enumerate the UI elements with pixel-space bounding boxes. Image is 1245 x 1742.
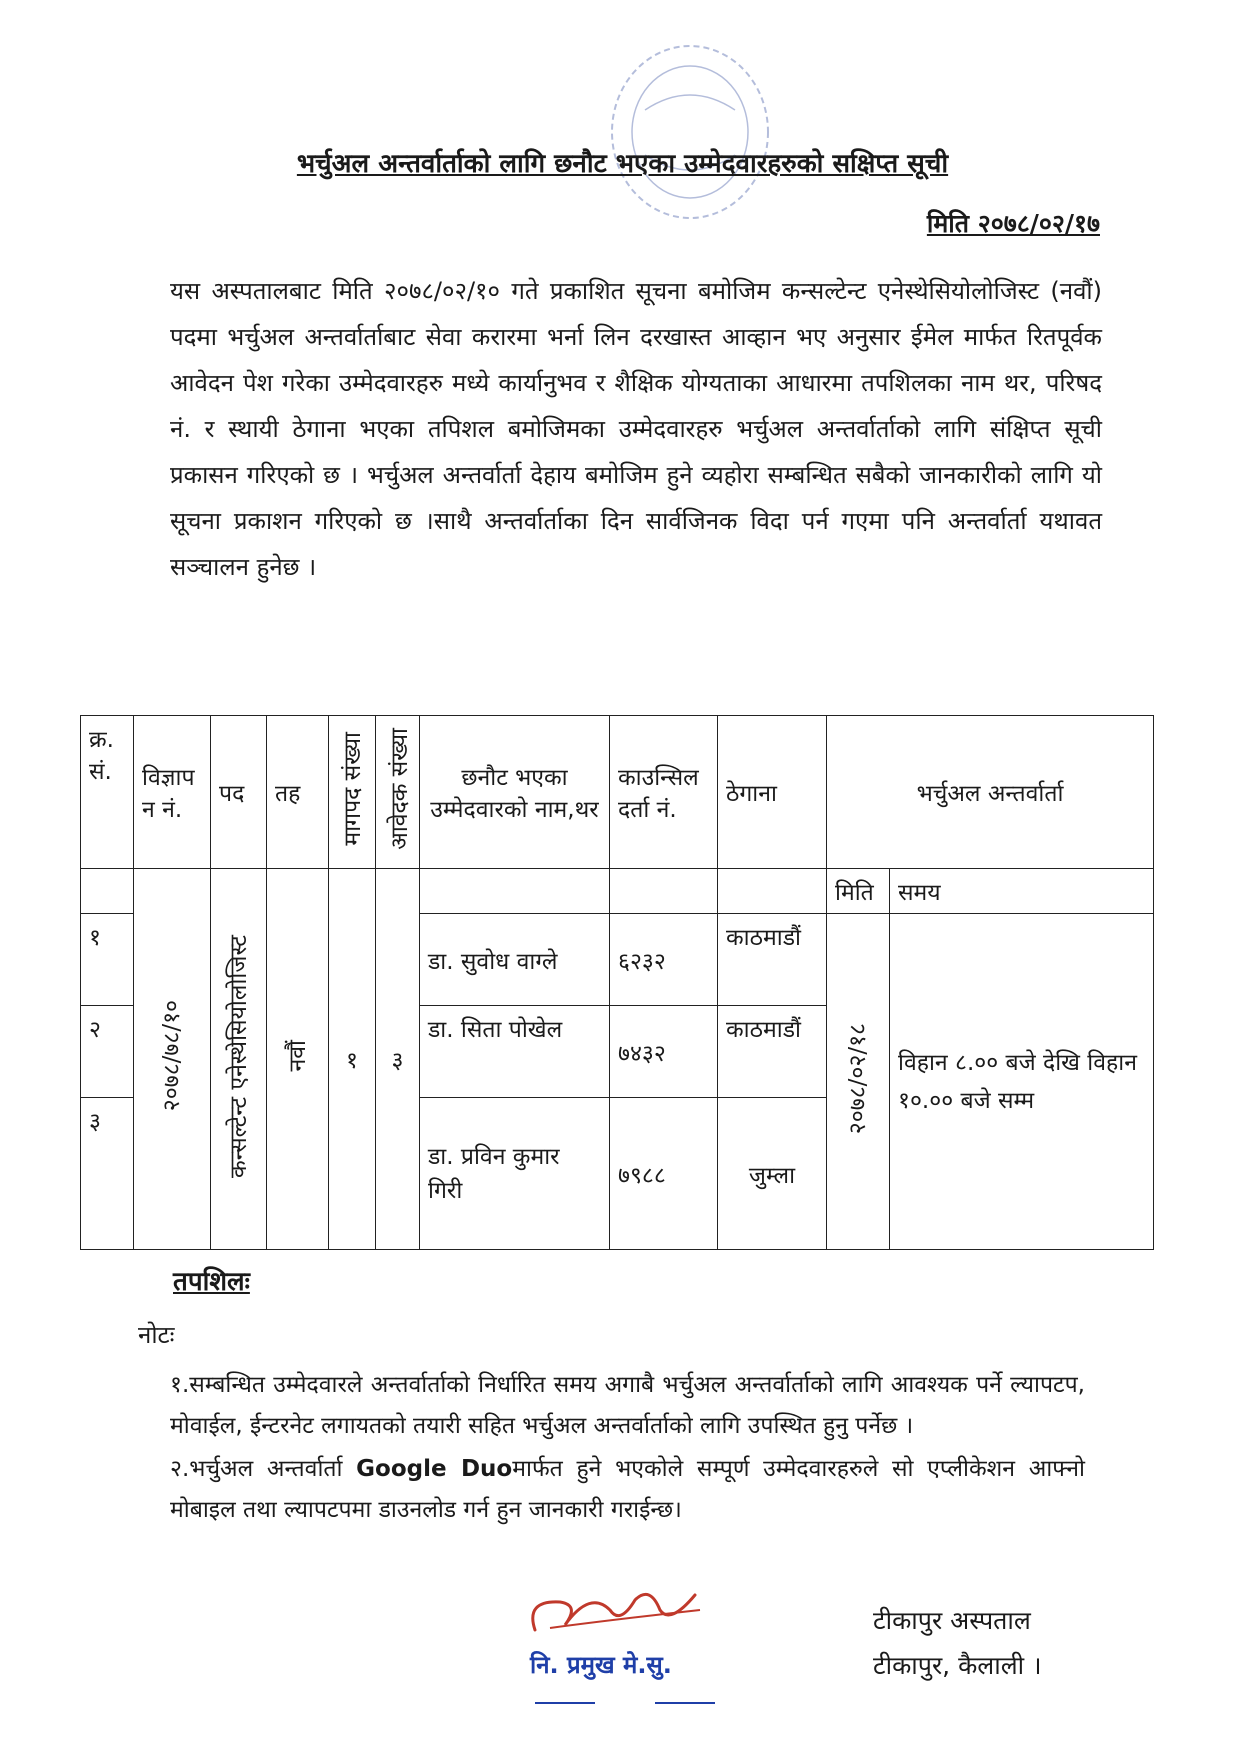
cell-demand: १: [329, 869, 376, 1250]
cell-post: कन्सल्टेन्ट एनेस्थेसियोलोजिस्ट: [225, 934, 252, 1178]
note-1: १.सम्बन्धित उम्मेदवारले अन्तर्वार्ताको निर्धारित समय अगाबै भर्चुअल अन्तर्वार्ताको लागि आवश्यक पर्ने ल्यापटप, मोवाईल, ईन्टरनेट लगायतको तयारी सहित भर्चुअल अन्तर्वार्ताको लागि उपस्थित हुनु पर्नेछ ।: [170, 1372, 1085, 1439]
details-heading: तपशिलः: [173, 1267, 250, 1297]
cell-applicants: ३: [376, 869, 420, 1250]
notice-date: मिति २०७८/०२/१७: [926, 209, 1100, 238]
row-name: डा. सिता पोखेल: [420, 1006, 610, 1098]
header-virtual-interview: भर्चुअल अन्तर्वार्ता: [827, 716, 1154, 869]
cell-ad-no: २०७८/७८/१०: [159, 1000, 185, 1112]
handwritten-signature: [520, 1580, 720, 1640]
row-council-no: ७९८८: [610, 1098, 718, 1250]
header-time: समय: [890, 869, 1154, 914]
header-address: ठेगाना: [718, 716, 827, 869]
notice-title: भर्चुअल अन्तर्वार्ताको लागि छनौट भएका उम्मेदवारहरुको सक्षिप्त सूची: [296, 149, 949, 179]
cell-interview-time: विहान ८.०० बजे देखि विहान १०.०० बजे सम्म: [890, 914, 1154, 1250]
shortlist-table: [80, 715, 1154, 1250]
row-address: जुम्ला: [718, 1098, 827, 1250]
row-council-no: ६२३२: [610, 914, 718, 1006]
notice-intro: यस अस्पतालबाट मिति २०७८/०२/१० गते प्रकाशित सूचना बमोजिम कन्सल्टेन्ट एनेस्थेसियोलोजिस्ट (नवौं) पदमा भर्चुअल अन्तर्वार्ताबाट सेवा करारमा भर्ना लिन दरखास्त आव्हान भए अनुसार ईमेल मार्फत रितपूर्वक आवेदन पेश गरेका उम्मेदवारहरु मध्ये कार्यानुभव र शैक्षिक योग्यताका आधारमा तपशिलका नाम थर, परिषद नं. र स्थायी ठेगाना भएका तपिशल बमोजिमका उम्मेदवारहरु भर्चुअल अन्तर्वार्ताको लागि संक्षिप्त सूची प्रकासन गरिएको छ । भर्चुअल अन्तर्वार्ता देहाय बमोजिम हुने व्यहोरा सम्बन्धित सबैको जानकारीको लागि यो सूचना प्रकाशन गरिएको छ ।साथै अन्तर्वार्ताका दिन सार्वजिनक विदा पर्न गएमा पनि अन्तर्वार्ता यथावत सञ्चालन हुनेछ ।: [170, 277, 1102, 581]
signature-underline: [535, 1702, 595, 1704]
header-post: पद: [211, 716, 267, 869]
header-sn: क्र. सं.: [81, 716, 134, 869]
row-name: डा. सुवोध वाग्ले: [420, 914, 610, 1006]
header-name: छनौट भएका उम्मेदवारको नाम,थर: [420, 716, 610, 869]
row-sn: २: [81, 1006, 134, 1098]
row-sn: ३: [81, 1098, 134, 1250]
header-applicants: आवेदक संख्या: [387, 728, 413, 850]
row-sn: १: [81, 914, 134, 1006]
header-level: तह: [267, 716, 329, 869]
signature-underline: [655, 1702, 715, 1704]
row-name: डा. प्रविन कुमार गिरी: [420, 1098, 610, 1250]
header-ad-no: विज्ञाप न नं.: [134, 716, 211, 869]
office-stamp: [605, 40, 775, 225]
cell-interview-date: २०७८/०२/१८: [845, 1022, 871, 1135]
header-demand: मागपद संख्या: [340, 732, 366, 846]
row-address: काठमाडौं: [718, 914, 827, 1006]
office-name: टीकापुर अस्पताल: [873, 1606, 1031, 1635]
signatory-title: नि. प्रमुख मे.सु.: [530, 1651, 672, 1679]
office-location: टीकापुर, कैलाली ।: [873, 1651, 1042, 1680]
row-council-no: ७४३२: [610, 1006, 718, 1098]
header-date: मिति: [827, 869, 890, 914]
office-address: [873, 1598, 1042, 1688]
table-header-row: [81, 716, 1154, 869]
header-council-no: काउन्सिल दर्ता नं.: [610, 716, 718, 869]
row-address: काठमाडौं: [718, 1006, 827, 1098]
app-name: Google Duo: [356, 1456, 513, 1482]
notes: [170, 1365, 1085, 1533]
cell-level: नवौं: [284, 1040, 311, 1072]
note-label: नोटः: [138, 1321, 175, 1349]
note-2: २.भर्चुअल अन्तर्वार्ता Google Duoमार्फत हुने भएकोले सम्पूर्ण उम्मेदवारहरुले सो एप्लीकेशन आफ्नो मोबाइल तथा ल्यापटपमा डाउनलोड गर्न हुन जानकारी गराईन्छ।: [170, 1456, 1086, 1523]
table-subheader-row: [81, 869, 1154, 914]
